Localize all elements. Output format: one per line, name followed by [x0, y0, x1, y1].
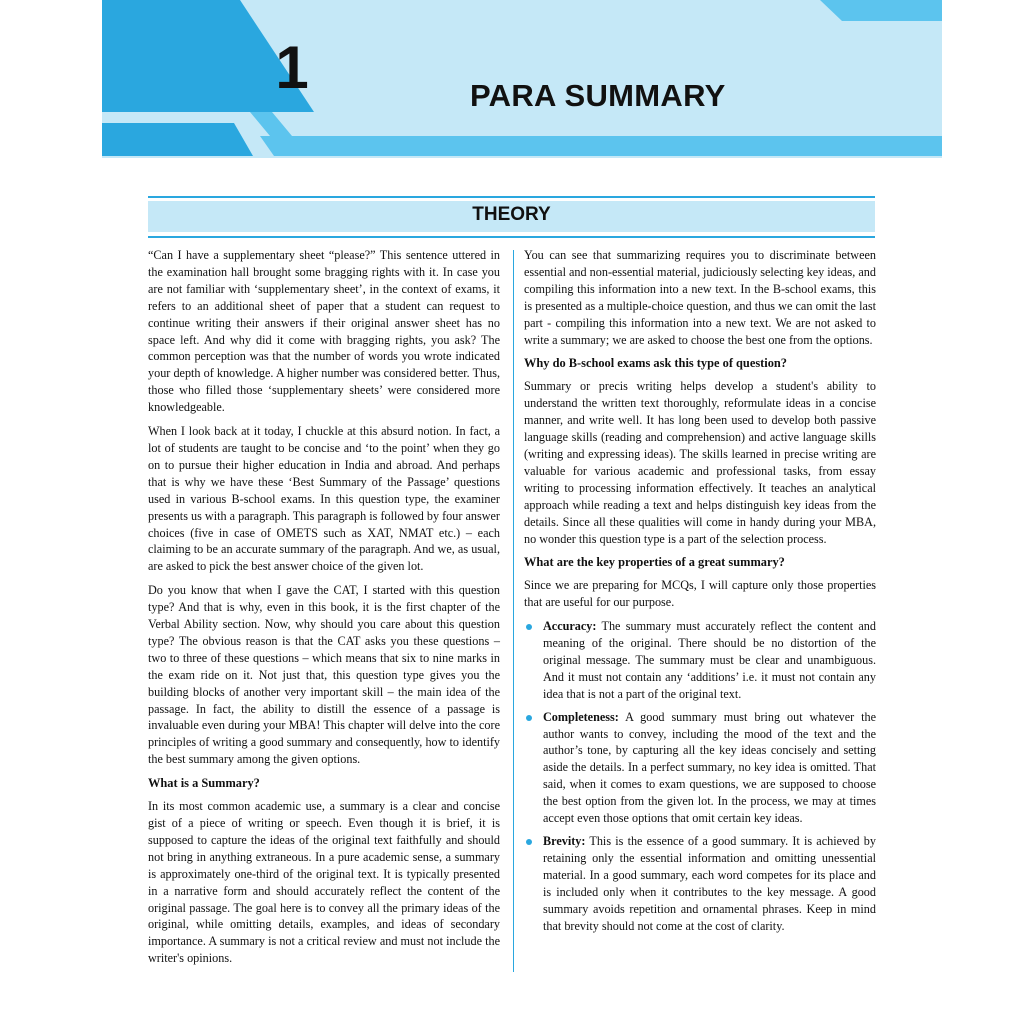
- chapter-number: 1: [275, 34, 309, 101]
- section-rule-top: [148, 196, 875, 198]
- paragraph: You can see that summarizing requires you to discriminate between essential and non-essential material, judiciously selecting key ideas, and compiling this information into a new text. In the B-school exams, this is presented as a multiple-choice question, and thus we can omit the last part - compiling this information into a new text. We are not asked to write a summary; we are asked to choose the best one from the options.: [524, 248, 876, 347]
- list-item: [524, 833, 876, 934]
- bullet-term: Brevity:: [543, 834, 586, 848]
- paragraph: “Can I have a supplementary sheet “please?” This sentence uttered in the examination hall brought some bragging rights with it. In case you are not familiar with ‘supplementary sheet’, in the context of exams, it refers to an additional sheet of paper that a student can request to continue writing their answers if their original answer sheet has no space left. And why did it come with bragging rights, you ask? The common perception was that the number of words you wrote indicated your depth of knowledge. A higher number was considered better. Thus, those who filled those ‘supplementary sheets’ were considered more knowledgeable.: [148, 248, 500, 415]
- chapter-title: PARA SUMMARY: [470, 78, 726, 113]
- paragraph: Summary or precis writing helps develop a student's ability to understand the written text thoroughly, reformulate ideas in a concise manner, and write well. It has long been used to develop both passive language skills (reading and comprehension) and active language skills (writing and expressing ideas). The skills learned in precise writing are valuable for various academic and professional tasks, from essay writing to processing information effectively. It teaches an analytical approach while reading a text and helps distinguish key ideas from the details. Since all these qualities will come in handy during your MBA, no wonder this question type is a part of the selection process.: [524, 379, 876, 546]
- paragraph: Since we are preparing for MCQs, I will capture only those properties that are useful for our purpose.: [524, 578, 876, 610]
- bullet-text: This is the essence of a good summary. It is achieved by retaining only the essential information and omitting unessential material. In a good summary, each word competes for its place and is included only when it contributes to the key message. A good summary avoids repetition and ornamental phrases. Keep in mind that brevity should not come at the cost of clarity.: [543, 834, 876, 933]
- subheading: Why do B-school exams ask this type of question?: [524, 356, 787, 371]
- paragraph: In its most common academic use, a summary is a clear and concise gist of a piece of writing or speech. Even though it is brief, it is supposed to capture the ideas of the original text faithfully and should not bring in anything extraneous. In a pure academic sense, a summary is approximately one-third of the original text. It is typically presented in a narrative form and should accurately reflect the content of the original passage. The goal here is to convey all the primary ideas of the original, while omitting details, examples, and ideas of secondary importance. A summary is not a critical review and must not include the writer's opinions.: [148, 799, 500, 966]
- bullet-icon: [526, 839, 532, 845]
- paragraph: When I look back at it today, I chuckle at this absurd notion. In fact, a lot of students are taught to be concise and ‘to the point’ when they go on to pursue their higher education in India and abroad. And perhaps that is why we have these ‘Best Summary of the Passage’ questions used in various B-school exams. In this question type, the examiner presents us with a paragraph. This paragraph is followed by four answer choices (five in case of OMETS such as XAT, NMAT etc.) – each claiming to be an accurate summary of the paragraph. And we, as usual, are asked to pick the best answer choice of the given lot.: [148, 424, 500, 574]
- bullet-term: Accuracy:: [543, 619, 597, 634]
- right-column: [524, 247, 876, 940]
- section-title: THEORY: [472, 204, 551, 225]
- section-rule-bottom: [148, 236, 875, 238]
- left-column: [148, 247, 500, 974]
- subheading: What are the key properties of a great summary?: [524, 555, 785, 570]
- list-item: [524, 618, 876, 703]
- bullet-text: A good summary must bring out whatever the author wants to convey, including the mood of the text and the author’s tone, by capturing all the key ideas concisely and setting aside the details. In a perfect summary, no key idea is omitted. That said, when it comes to exam questions, we are supposed to choose the best option from the given lot. In the process, we may at times accept even those options that omit certain key ideas.: [543, 709, 876, 826]
- properties-list: [524, 618, 876, 934]
- bullet-icon: [526, 715, 532, 721]
- paragraph: Do you know that when I gave the CAT, I started with this question type? And that is why, even in this book, it is the first chapter of the Verbal Ability section. Now, why should you care about this question type? The obvious reason is that the CAT asks you these questions – two to three of these questions – which means that six to nine marks in the exam ride on it. Not just that, this question type gives you the building blocks of another very important skill – the main idea of the passage. In fact, the ability to distill the essence of a passage is invaluable even during your MBA! This chapter will delve into the core principles of writing a good summary and consequently, how to identify the best summary among the given options.: [148, 583, 500, 767]
- bullet-text: The summary must accurately reflect the content and meaning of the original. There should be no distortion of the original message. The summary must be clear and unambiguous. And it must not contain any ‘additions’ i.e. it must not contain any idea that is not a part of the original text.: [543, 619, 876, 701]
- subheading: What is a Summary?: [148, 776, 260, 791]
- bullet-term: Completeness:: [543, 709, 619, 724]
- bullet-icon: [526, 624, 532, 630]
- section-header: [148, 196, 875, 238]
- column-divider: [513, 250, 514, 972]
- list-item: [524, 709, 876, 827]
